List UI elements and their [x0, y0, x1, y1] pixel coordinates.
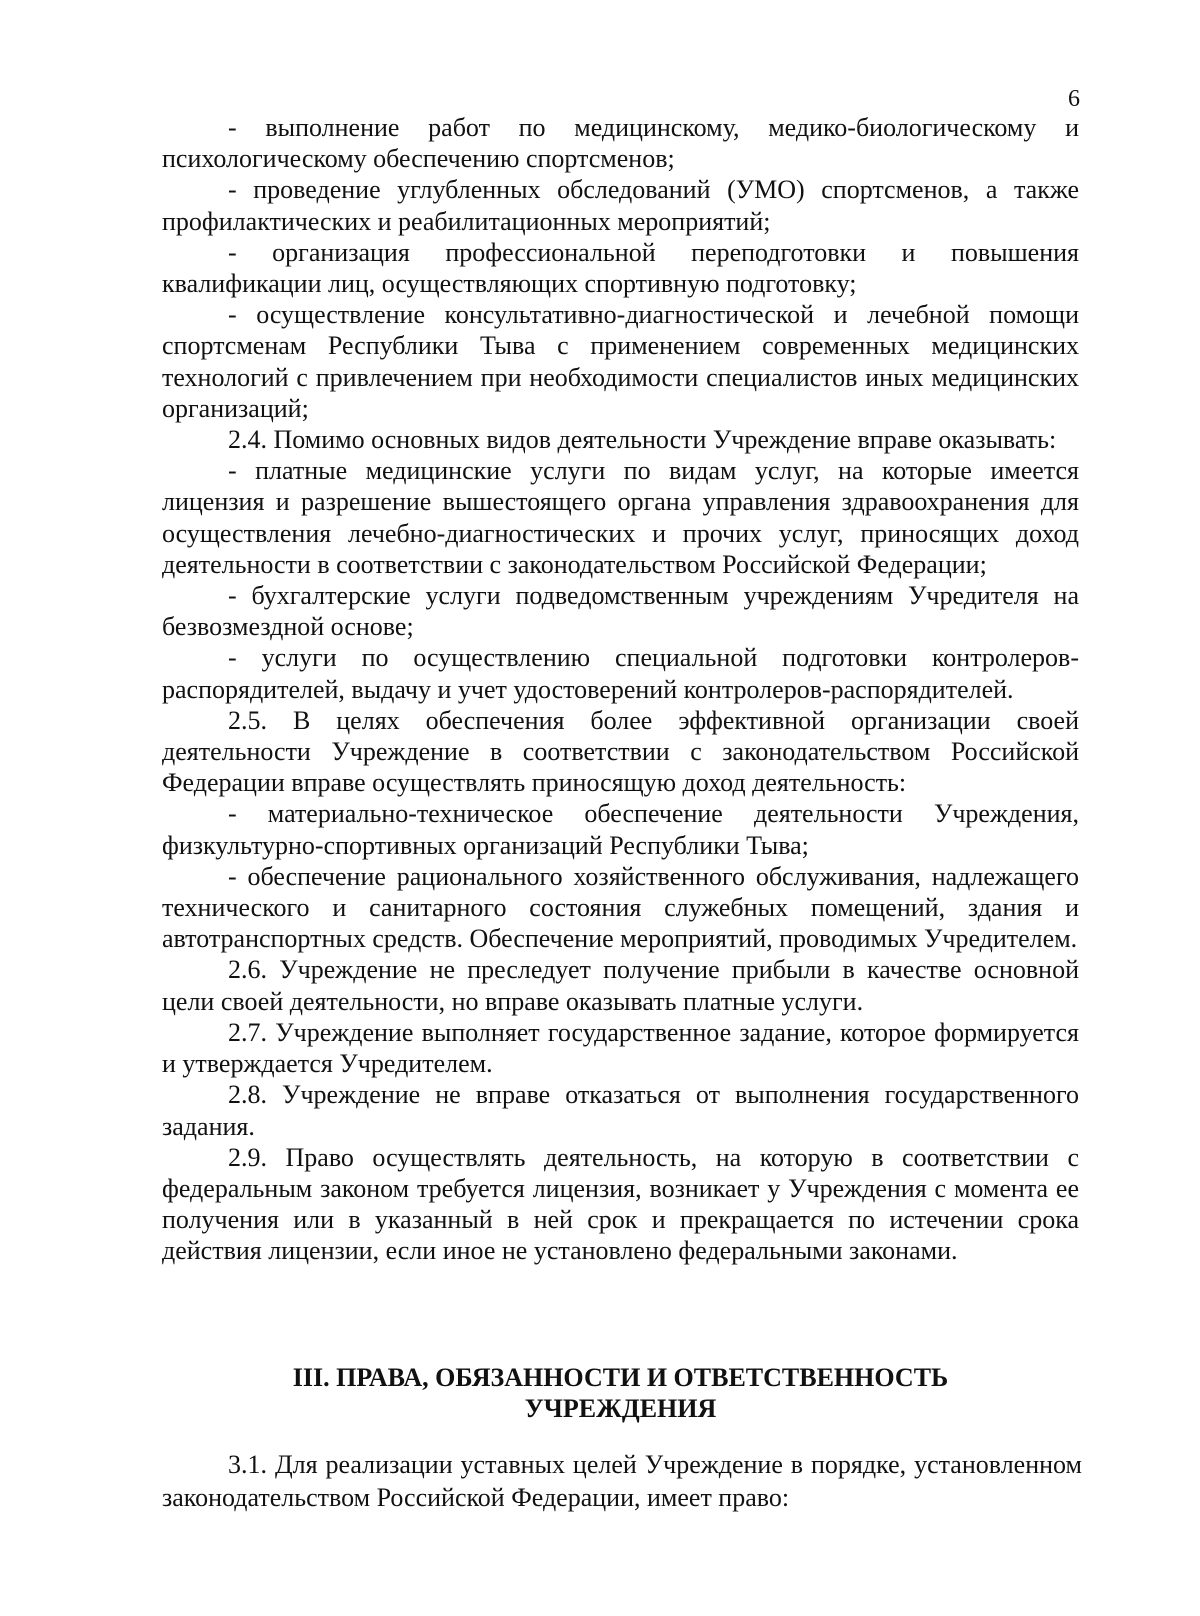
- paragraph-2-5: 2.5. В целях обеспечения более эффективной организации своей деятельности Учреждение в соответствии с законодательством Российской Федерации вправе осуществлять приносящую доход деятельность:: [162, 705, 1079, 798]
- paragraph-accounting-services: - бухгалтерские услуги подведомственным учреждениям Учредителя на безвозмездной основе;: [162, 581, 1079, 642]
- paragraph-steward-training: - услуги по осуществлению специальной подготовки контролеров-распорядителей, выдачу и учет удостоверений контролеров-распорядителей.: [162, 643, 1079, 704]
- paragraph-2-8: 2.8. Учреждение не вправе отказаться от выполнения государственного задания.: [162, 1080, 1079, 1141]
- paragraph-material-support: - материально-техническое обеспечение деятельности Учреждения, физкультурно-спортивных организаций Республики Тыва;: [162, 799, 1079, 860]
- paragraph-consultative-help: - осуществление консультативно-диагностической и лечебной помощи спортсменам Республики Тыва с применением современных медицинских технологий с привлечением при необходимости специалистов иных медицинских организаций;: [162, 300, 1079, 423]
- paragraph-2-4: 2.4. Помимо основных видов деятельности Учреждение вправе оказывать:: [228, 425, 1057, 455]
- section-heading: [162, 1362, 1079, 1424]
- paragraph-retraining: - организация профессиональной переподготовки и повышения квалификации лиц, осуществляющих спортивную подготовку;: [162, 237, 1079, 299]
- paragraph-2-7: 2.7. Учреждение выполняет государственное задание, которое формируется и утверждается Учредителем.: [162, 1017, 1079, 1079]
- section-text: [162, 1448, 1082, 1514]
- section-heading-line-2: УЧРЕЖДЕНИЯ: [524, 1394, 717, 1423]
- body-text: [162, 112, 1079, 1267]
- paragraph-2-9: 2.9. Право осуществлять деятельность, на которую в соответствии с федеральным законом требуется лицензия, возникает у Учреждения с момента ее получения или в указанный в ней срок и прекращается по истечении срока действия лицензии, если иное не установлено федеральными законами.: [162, 1142, 1079, 1266]
- page-number: 6: [1068, 86, 1080, 112]
- paragraph-maintenance: - обеспечение рационального хозяйственного обслуживания, надлежащего технического и санитарного состояния служебных помещений, здания и автотранспортных средств. Обеспечение мероприятий, проводимых Учредителем.: [162, 861, 1079, 954]
- paragraph-2-6: 2.6. Учреждение не преследует получение прибыли в качестве основной цели своей деятельности, но вправе оказывать платные услуги.: [162, 955, 1079, 1016]
- paragraph-paid-medical-services: - платные медицинские услуги по видам услуг, на которые имеется лицензия и разрешение вышестоящего органа управления здравоохранения для осуществления лечебно-диагностических и прочих услуг, приносящих доход деятельности в соответствии с законодательством Российской Федерации;: [162, 456, 1079, 579]
- paragraph-medical-support: - выполнение работ по медицинскому, медико-биологическому и психологическому обеспечению спортсменов;: [162, 113, 1079, 174]
- paragraph-umo-examinations: - проведение углубленных обследований (УМО) спортсменов, а также профилактических и реабилитационных мероприятий;: [162, 175, 1079, 236]
- section-heading-line-1: III. ПРАВА, ОБЯЗАННОСТИ И ОТВЕТСТВЕННОСТЬ: [292, 1363, 949, 1392]
- paragraph-3-1: 3.1. Для реализации уставных целей Учреждение в порядке, установленном законодательством Российской Федерации, имеет право:: [162, 1450, 1082, 1512]
